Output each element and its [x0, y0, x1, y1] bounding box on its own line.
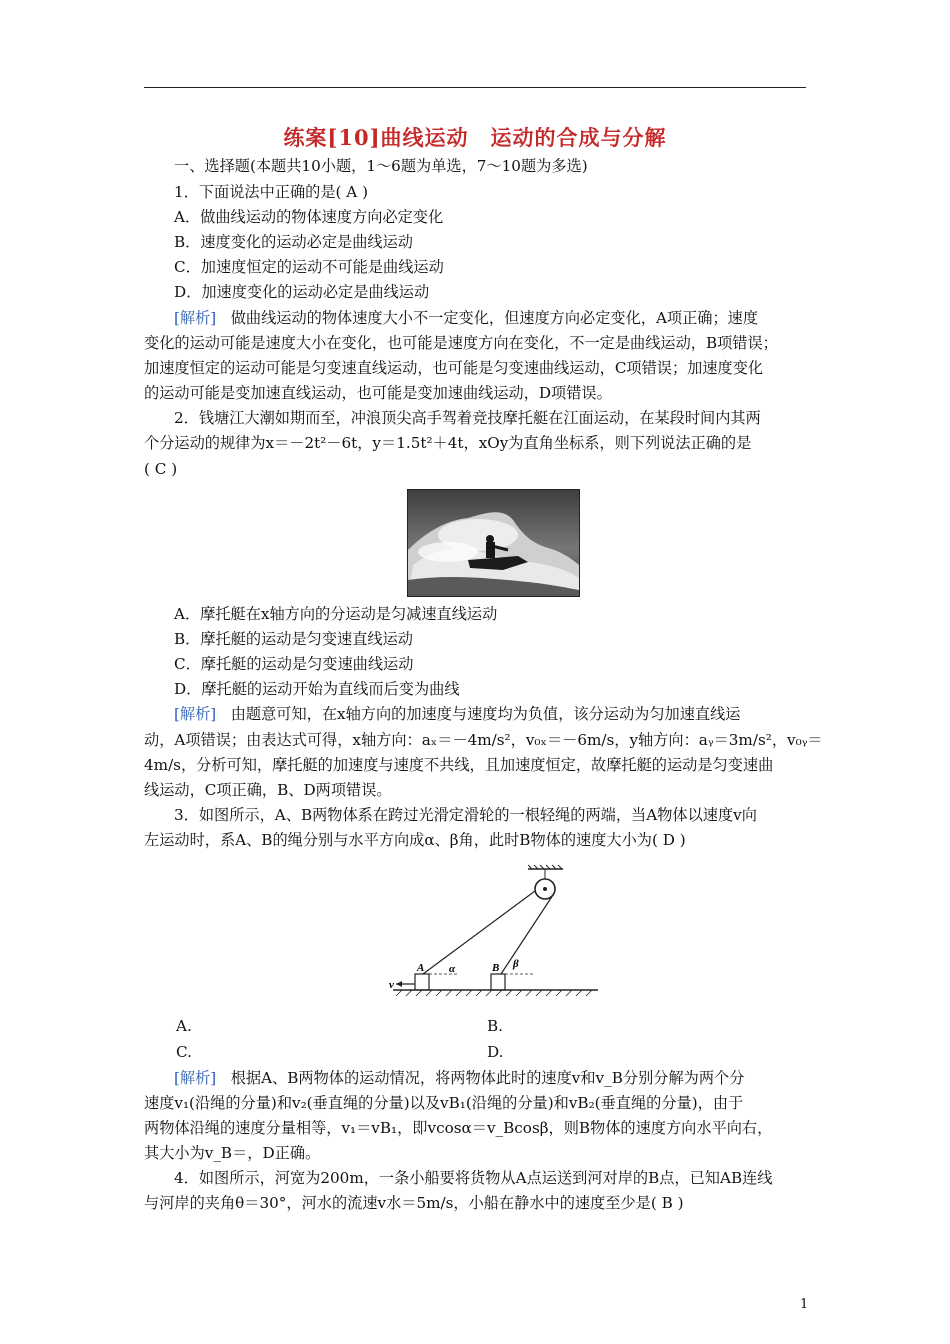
rope-b: [501, 895, 553, 974]
q1-option-c: C．加速度恒定的运动不可能是曲线运动: [174, 258, 444, 276]
q2-analysis-line-1: [174, 704, 806, 724]
q1-analysis-text-1: 做曲线运动的物体速度大小不一定变化，但速度方向必定变化，A项正确；速度: [230, 309, 759, 327]
q1-option-d: D．加速度变化的运动必定是曲线运动: [174, 283, 430, 301]
q1-option-b: B．速度变化的运动必定是曲线运动: [174, 233, 413, 251]
q4-stem-line-1: 4．如图所示，河宽为200m，一条小船要将货物从A点运送到河对岸的B点，已知AB连线: [174, 1169, 773, 1187]
label-beta: β: [513, 958, 519, 970]
block-b: [491, 974, 505, 990]
header-rule: [144, 87, 806, 88]
q1-stem: 1．下面说法中正确的是( A ): [174, 183, 369, 201]
q1-analysis-tag: [解析]: [174, 309, 217, 327]
label-alpha: α: [449, 963, 456, 975]
q3-analysis-text-1: 根据A、B两物体的运动情况，将两物体此时的速度v和v_B分别分解为两个分: [230, 1069, 745, 1087]
q3-analysis-line-2: 速度v₁(沿绳的分量)和v₂(垂直绳的分量)以及vB₁(沿绳的分量)和vB₂(垂直绳的分量)，由于: [144, 1094, 744, 1112]
q3-stem-line-2: 左运动时，系A、B的绳分别与水平方向成α、β角，此时B物体的速度大小为( D ): [144, 831, 686, 849]
q2-option-b: B．摩托艇的运动是匀变速直线运动: [174, 630, 413, 648]
q2-analysis-line-4: 线运动，C项正确，B、D两项错误。: [144, 781, 392, 799]
jet-ski-photo: [407, 489, 580, 597]
q3-analysis-tag: [解析]: [174, 1069, 217, 1087]
block-a: [415, 974, 429, 990]
q2-stem-line-3: ( C ): [144, 460, 178, 478]
q1-analysis-line-4: 的运动可能是变加速直线运动，也可能是变加速曲线运动，D项错误。: [144, 384, 612, 402]
label-a: A: [417, 962, 425, 974]
q2-analysis-text-1: 由题意可知，在x轴方向的加速度与速度均为负值，该分运动为匀加速直线运: [230, 705, 741, 723]
q2-option-d: D．摩托艇的运动开始为直线而后变为曲线: [174, 680, 460, 698]
q2-analysis-line-2: 动，A项错误；由表达式可得，x轴方向：aₓ＝－4m/s²，v₀ₓ＝－6m/s，y轴方向：aᵧ＝3m/s²，v₀ᵧ＝: [144, 731, 823, 749]
q3-stem-line-1: 3．如图所示，A、B两物体系在跨过光滑定滑轮的一根轻绳的两端，当A物体以速度v向: [174, 806, 757, 824]
q3-option-b: B.: [487, 1017, 503, 1035]
q1-option-a: A．做曲线运动的物体速度方向必定变化: [174, 208, 444, 226]
page-number: 1: [800, 1297, 809, 1312]
q3-analysis-line-4: 其大小为v_B＝，D正确。: [144, 1144, 321, 1162]
q3-option-d: D.: [487, 1043, 504, 1061]
title-part-2: 运动的合成与分解: [490, 125, 667, 150]
q2-stem-line-1: 2．钱塘江大潮如期而至，冲浪顶尖高手驾着竞技摩托艇在江面运动，在某段时间内其两: [174, 409, 761, 427]
q2-option-a: A．摩托艇在x轴方向的分运动是匀减速直线运动: [174, 605, 498, 623]
q4-stem-line-2: 与河岸的夹角θ＝30°，河水的流速v水＝5m/s，小船在静水中的速度至少是( B ): [144, 1194, 684, 1212]
q3-analysis-line-3: 两物体沿绳的速度分量相等，v₁＝vB₁，即vcosα＝v_Bcosβ，则B物体的速度方向水平向右，: [144, 1119, 773, 1137]
section-heading: 一、选择题(本题共10小题，1～6题为单选，7～10题为多选): [174, 157, 588, 175]
page-title: [0, 122, 950, 152]
q1-analysis-line-1: [174, 308, 806, 328]
q1-analysis-line-3: 加速度恒定的运动可能是匀变速直线运动，也可能是匀变速曲线运动，C项错误；加速度变化: [144, 359, 764, 377]
label-b: B: [492, 962, 500, 974]
q3-option-a: A.: [176, 1017, 192, 1035]
q1-analysis-line-2: 变化的运动可能是速度大小在变化，也可能是速度方向在变化，不一定是曲线运动，B项错误；: [144, 334, 778, 352]
q3-analysis-line-1: [174, 1068, 806, 1088]
label-v: v: [389, 979, 394, 991]
q3-option-c: C.: [176, 1043, 192, 1061]
pulley-figure: [388, 864, 603, 1008]
q2-analysis-tag: [解析]: [174, 705, 217, 723]
q2-stem-line-2: 个分运动的规律为x＝－2t²－6t，y＝1.5t²＋4t，xOy为直角坐标系，则下列说法正确的是: [144, 434, 752, 452]
q2-option-c: C．摩托艇的运动是匀变速曲线运动: [174, 655, 414, 673]
title-part-1: 练案[10]曲线运动: [283, 125, 469, 150]
q2-analysis-line-3: 4m/s，分析可知，摩托艇的加速度与速度不共线，且加速度恒定，故摩托艇的运动是匀变速曲: [144, 756, 774, 774]
